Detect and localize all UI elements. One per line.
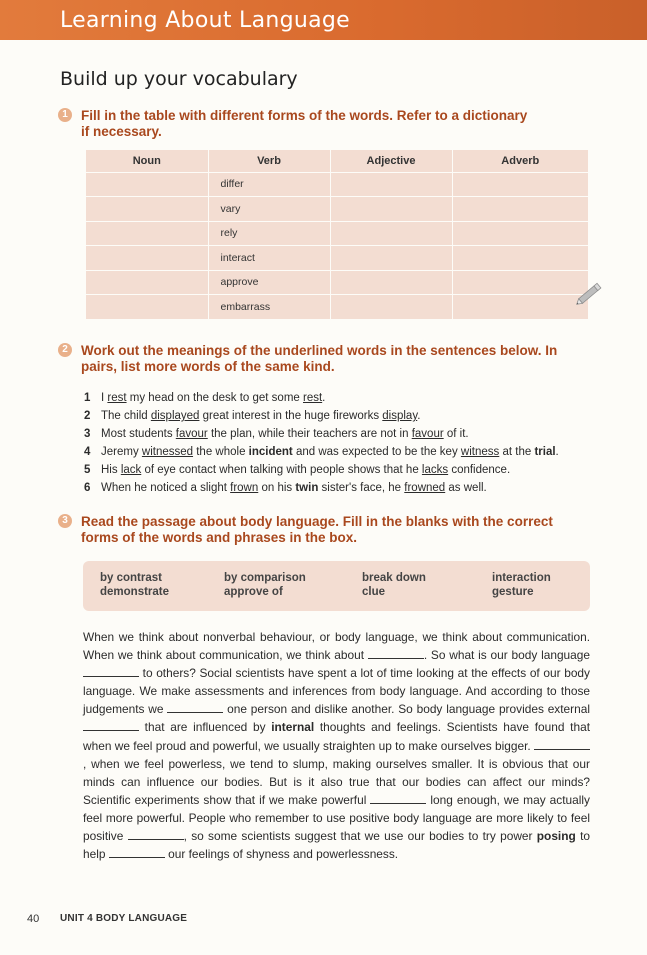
noun-cell[interactable] [86,295,208,320]
adjective-cell[interactable] [330,246,452,271]
answer-blank[interactable] [128,829,184,840]
task-number-badge: 3 [58,514,72,528]
word-box-item: approve of [224,586,283,598]
word-box-item: by contrast [100,572,162,584]
underlined-word: lacks [421,464,449,476]
adjective-cell[interactable] [330,221,452,246]
word-box [83,561,590,611]
underlined-word: frown [230,482,259,494]
sentence-number: 6 [84,482,91,494]
adverb-cell[interactable] [452,246,588,271]
adjective-cell[interactable] [330,295,452,320]
sentence-list [84,389,604,497]
word-box-item: break down [362,572,426,584]
word-box-item: interaction [492,572,551,584]
sentence-text: The child displayed great interest in the huge fireworks display. [101,410,421,422]
table-header-row [86,150,588,172]
noun-cell[interactable] [86,246,208,271]
sentence-text: I rest my head on the desk to get some rest. [101,392,326,404]
header-verb: Verb [208,150,330,172]
underlined-word: rest [107,392,127,404]
task-1-instruction [81,108,578,140]
page-heading: Learning About Language [60,8,351,33]
task-1-line-1: Fill in the table with different forms of the words. Refer to a dictionary [81,108,528,123]
sentence-text: When he noticed a slight frown on his twin sister's face, he frowned as well. [101,482,487,494]
table-row [86,246,588,271]
bold-word: incident [248,446,293,458]
task-3-line-2: forms of the words and phrases in the box. [81,530,358,545]
table-row [86,270,588,295]
task-number-badge: 2 [58,343,72,357]
answer-blank[interactable] [368,648,424,659]
section-title: Build up your vocabulary [60,68,298,90]
underlined-word: displayed [150,410,200,422]
sentence-text: His lack of eye contact when talking with people shows that he lacks confidence. [101,464,511,476]
task-1 [58,108,578,140]
underlined-word: display [382,410,418,422]
verb-cell: vary [208,197,330,222]
sentence-number: 4 [84,446,91,458]
header-bar [0,0,647,40]
sentence-item [84,479,604,497]
header-noun: Noun [86,150,208,172]
header-adjective: Adjective [330,150,452,172]
word-box-item: gesture [492,586,534,598]
sentence-text: Jeremy witnessed the whole incident and was expected to be the key witness at the trial. [101,446,559,458]
noun-cell[interactable] [86,197,208,222]
passage: When we think about nonverbal behaviour, or body language, we think about communication. When we think about communication, we think about . So what is our body language to others? Social scientists have spent a lot of time looking at the effects of our body language. We make assessments and inferences from body language. And according to those judgements we one person and dislike another. So body language provides external that are influenced by internal thoughts and feelings. Scientists have found that when we feel proud and powerful, we usually straighten up to make ourselves bigger. , when we feel powerless, we tend to slump, making ourselves smaller. It is obvious that our minds can influence our bodies. But is it also true that our bodies can affect our minds? Scientific experiments show that if we make powerful long enough, we may actually feel more powerful. People who remember to use positive body language are more likely to feel positive , so some scientists suggest that we use our bodies to try power posing to help our feelings of shyness and powerlessness. [83,630,591,862]
underlined-word: witnessed [141,446,194,458]
word-forms-table [86,150,588,320]
noun-cell[interactable] [86,270,208,295]
sentence-item [84,443,604,461]
task-3-instruction [81,514,578,546]
bold-word: internal [271,720,315,735]
word-box-item: by comparison [224,572,306,584]
task-2-instruction [81,343,578,375]
underlined-word: rest [303,392,323,404]
underlined-word: favour [175,428,208,440]
answer-blank[interactable] [83,666,139,677]
header-adverb: Adverb [452,150,588,172]
task-2-line-2: pairs, list more words of the same kind. [81,359,335,374]
sentence-number: 2 [84,410,91,422]
table-row [86,295,588,320]
verb-cell: interact [208,246,330,271]
task-3 [58,514,578,546]
sentence-item [84,461,604,479]
sentence-item [84,407,604,425]
noun-cell[interactable] [86,221,208,246]
sentence-number: 5 [84,464,91,476]
task-number-badge: 1 [58,108,72,122]
unit-label: UNIT 4 BODY LANGUAGE [60,913,188,924]
table-row [86,172,588,197]
sentence-text: Most students favour the plan, while their teachers are not in favour of it. [101,428,469,440]
underlined-word: lack [120,464,142,476]
verb-cell: differ [208,172,330,197]
bold-word: posing [536,829,576,844]
adverb-cell[interactable] [452,270,588,295]
underlined-word: favour [411,428,444,440]
sentence-number: 3 [84,428,91,440]
answer-blank[interactable] [167,702,223,713]
task-2-line-1: Work out the meanings of the underlined words in the sentences below. In [81,343,558,358]
adverb-cell[interactable] [452,172,588,197]
sentence-number: 1 [84,392,91,404]
task-1-line-2: if necessary. [81,124,162,139]
sentence-item [84,389,604,407]
noun-cell[interactable] [86,172,208,197]
verb-cell: approve [208,270,330,295]
word-box-item: demonstrate [100,586,170,598]
page-number: 40 [27,913,40,925]
answer-blank[interactable] [534,739,590,750]
adverb-cell[interactable] [452,221,588,246]
verb-cell: rely [208,221,330,246]
table-row [86,197,588,222]
word-box-item: clue [362,586,386,598]
task-2 [58,343,578,375]
bold-word: twin [295,482,319,494]
answer-blank[interactable] [370,793,426,804]
verb-cell: embarrass [208,295,330,320]
underlined-word: witness [460,446,500,458]
table-row [86,221,588,246]
task-3-line-1: Read the passage about body language. Fill in the blanks with the correct [81,514,553,529]
answer-blank[interactable] [83,720,139,731]
pencil-icon [572,278,606,315]
underlined-word: frowned [404,482,446,494]
bold-word: trial [534,446,556,458]
sentence-item [84,425,604,443]
adverb-cell[interactable] [452,295,588,320]
answer-blank[interactable] [109,847,165,858]
adjective-cell[interactable] [330,270,452,295]
adverb-cell[interactable] [452,197,588,222]
adjective-cell[interactable] [330,197,452,222]
adjective-cell[interactable] [330,172,452,197]
